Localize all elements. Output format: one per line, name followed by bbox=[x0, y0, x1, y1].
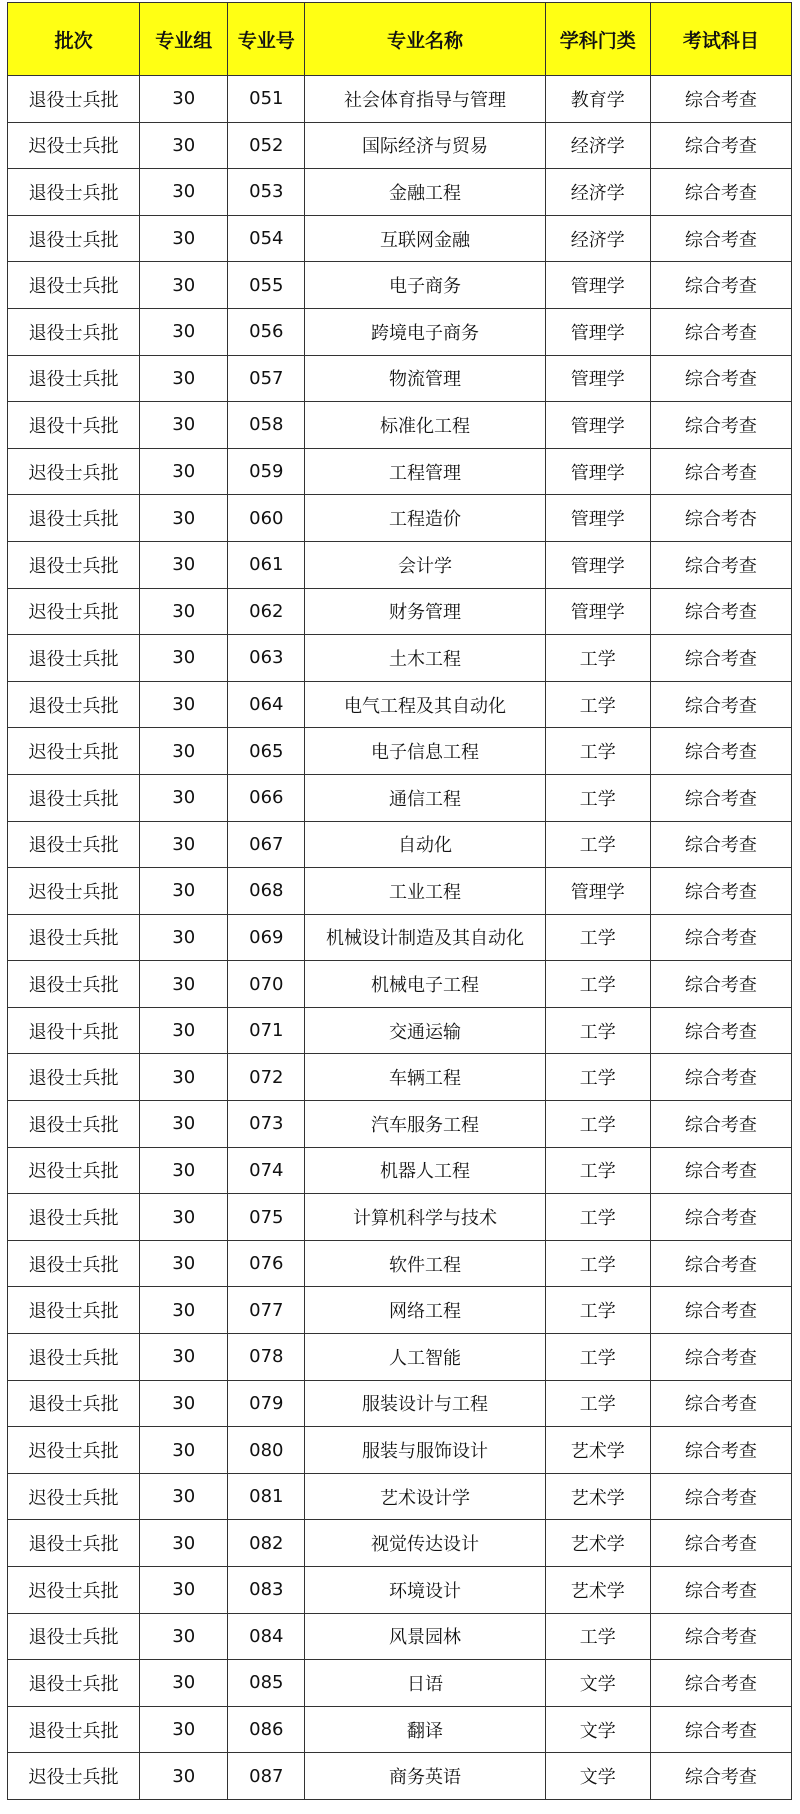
cell-exam-subject: 综合考查 bbox=[650, 122, 791, 169]
table-body bbox=[8, 76, 792, 1800]
table-row bbox=[8, 1613, 792, 1660]
cell-batch: 迟役士兵批 bbox=[8, 1473, 140, 1520]
table-row bbox=[8, 1706, 792, 1753]
cell-major-code: 051 bbox=[228, 76, 305, 123]
cell-major-name: 电子商务 bbox=[305, 262, 545, 309]
cell-major-code: 081 bbox=[228, 1473, 305, 1520]
cell-exam-subject: 综合考查 bbox=[650, 541, 791, 588]
cell-batch: 迟役士兵批 bbox=[8, 868, 140, 915]
table-row bbox=[8, 1101, 792, 1148]
cell-discipline: 工学 bbox=[545, 961, 650, 1008]
cell-group: 30 bbox=[140, 588, 228, 635]
cell-major-code: 073 bbox=[228, 1101, 305, 1148]
table-row bbox=[8, 402, 792, 449]
table-row bbox=[8, 1567, 792, 1614]
cell-major-name: 土木工程 bbox=[305, 635, 545, 682]
cell-group: 30 bbox=[140, 681, 228, 728]
header-exam-subject: 考试科目 bbox=[650, 3, 791, 76]
cell-major-name: 财务管理 bbox=[305, 588, 545, 635]
table-row bbox=[8, 1753, 792, 1800]
cell-group: 30 bbox=[140, 1054, 228, 1101]
cell-batch: 退役十兵批 bbox=[8, 1007, 140, 1054]
cell-exam-subject: 综合考查 bbox=[650, 448, 791, 495]
cell-batch: 退役士兵批 bbox=[8, 1334, 140, 1381]
header-batch: 批次 bbox=[8, 3, 140, 76]
cell-group: 30 bbox=[140, 1706, 228, 1753]
cell-group: 30 bbox=[140, 355, 228, 402]
table-row bbox=[8, 355, 792, 402]
cell-batch: 退役士兵批 bbox=[8, 215, 140, 262]
table-row bbox=[8, 262, 792, 309]
cell-batch: 退役士兵批 bbox=[8, 961, 140, 1008]
cell-discipline: 管理学 bbox=[545, 308, 650, 355]
cell-major-code: 063 bbox=[228, 635, 305, 682]
cell-batch: 迟役士兵批 bbox=[8, 1567, 140, 1614]
cell-major-name: 环境设计 bbox=[305, 1567, 545, 1614]
cell-discipline: 工学 bbox=[545, 681, 650, 728]
table-row bbox=[8, 635, 792, 682]
header-discipline: 学科门类 bbox=[545, 3, 650, 76]
cell-major-code: 079 bbox=[228, 1380, 305, 1427]
cell-group: 30 bbox=[140, 635, 228, 682]
cell-exam-subject: 综合考查 bbox=[650, 1054, 791, 1101]
cell-exam-subject: 综合考查 bbox=[650, 1567, 791, 1614]
cell-discipline: 文学 bbox=[545, 1706, 650, 1753]
cell-major-code: 085 bbox=[228, 1660, 305, 1707]
table-row bbox=[8, 1473, 792, 1520]
cell-group: 30 bbox=[140, 76, 228, 123]
cell-discipline: 经济学 bbox=[545, 169, 650, 216]
cell-discipline: 管理学 bbox=[545, 448, 650, 495]
cell-major-name: 工程造价 bbox=[305, 495, 545, 542]
cell-batch: 迟役士兵批 bbox=[8, 1147, 140, 1194]
cell-group: 30 bbox=[140, 1007, 228, 1054]
cell-major-code: 074 bbox=[228, 1147, 305, 1194]
cell-major-code: 061 bbox=[228, 541, 305, 588]
cell-exam-subject: 综合考查 bbox=[650, 215, 791, 262]
cell-discipline: 工学 bbox=[545, 1194, 650, 1241]
cell-batch: 迟役士兵批 bbox=[8, 588, 140, 635]
cell-exam-subject: 综合考查 bbox=[650, 1613, 791, 1660]
cell-exam-subject: 综合考查 bbox=[650, 1753, 791, 1800]
cell-exam-subject: 综合考查 bbox=[650, 1520, 791, 1567]
cell-major-name: 国际经济与贸易 bbox=[305, 122, 545, 169]
cell-major-code: 052 bbox=[228, 122, 305, 169]
cell-exam-subject: 综合考查 bbox=[650, 1007, 791, 1054]
table-row bbox=[8, 541, 792, 588]
table-row bbox=[8, 215, 792, 262]
cell-batch: 退役十兵批 bbox=[8, 402, 140, 449]
table-row bbox=[8, 821, 792, 868]
cell-group: 30 bbox=[140, 1427, 228, 1474]
cell-discipline: 工学 bbox=[545, 1101, 650, 1148]
cell-batch: 迟役士兵批 bbox=[8, 1427, 140, 1474]
cell-major-name: 社会体育指导与管理 bbox=[305, 76, 545, 123]
cell-discipline: 工学 bbox=[545, 1007, 650, 1054]
cell-discipline: 艺术学 bbox=[545, 1567, 650, 1614]
cell-batch: 退役士兵批 bbox=[8, 541, 140, 588]
table-row bbox=[8, 1334, 792, 1381]
cell-batch: 迟役士兵批 bbox=[8, 1753, 140, 1800]
cell-major-code: 066 bbox=[228, 774, 305, 821]
cell-batch: 退役士兵批 bbox=[8, 914, 140, 961]
cell-major-code: 071 bbox=[228, 1007, 305, 1054]
cell-exam-subject: 综合考查 bbox=[650, 1427, 791, 1474]
cell-exam-subject: 综合考查 bbox=[650, 914, 791, 961]
cell-batch: 退役士兵批 bbox=[8, 262, 140, 309]
cell-major-code: 056 bbox=[228, 308, 305, 355]
cell-exam-subject: 综合考查 bbox=[650, 1101, 791, 1148]
table-row bbox=[8, 1007, 792, 1054]
cell-exam-subject: 综合考查 bbox=[650, 821, 791, 868]
cell-major-code: 054 bbox=[228, 215, 305, 262]
cell-group: 30 bbox=[140, 215, 228, 262]
cell-group: 30 bbox=[140, 1240, 228, 1287]
cell-exam-subject: 综合考查 bbox=[650, 728, 791, 775]
cell-discipline: 工学 bbox=[545, 1147, 650, 1194]
cell-batch: 退役士兵批 bbox=[8, 1194, 140, 1241]
cell-group: 30 bbox=[140, 1334, 228, 1381]
cell-group: 30 bbox=[140, 308, 228, 355]
cell-group: 30 bbox=[140, 914, 228, 961]
cell-batch: 退役士兵批 bbox=[8, 1706, 140, 1753]
cell-group: 30 bbox=[140, 1613, 228, 1660]
cell-discipline: 工学 bbox=[545, 1613, 650, 1660]
cell-group: 30 bbox=[140, 1101, 228, 1148]
cell-group: 30 bbox=[140, 169, 228, 216]
cell-major-name: 金融工程 bbox=[305, 169, 545, 216]
header-group: 专业组 bbox=[140, 3, 228, 76]
cell-major-name: 风景园林 bbox=[305, 1613, 545, 1660]
cell-major-name: 视觉传达设计 bbox=[305, 1520, 545, 1567]
cell-major-name: 翻译 bbox=[305, 1706, 545, 1753]
cell-major-code: 065 bbox=[228, 728, 305, 775]
cell-batch: 退役士兵批 bbox=[8, 1101, 140, 1148]
table-row bbox=[8, 169, 792, 216]
cell-exam-subject: 综合考查 bbox=[650, 961, 791, 1008]
cell-discipline: 工学 bbox=[545, 728, 650, 775]
cell-batch: 退役士兵批 bbox=[8, 635, 140, 682]
cell-discipline: 管理学 bbox=[545, 402, 650, 449]
table-row bbox=[8, 1147, 792, 1194]
cell-major-code: 055 bbox=[228, 262, 305, 309]
table-row bbox=[8, 961, 792, 1008]
cell-exam-subject: 综合考查 bbox=[650, 1147, 791, 1194]
cell-major-code: 057 bbox=[228, 355, 305, 402]
table-row bbox=[8, 681, 792, 728]
cell-major-name: 机械设计制造及其自动化 bbox=[305, 914, 545, 961]
cell-exam-subject: 综合考查 bbox=[650, 1380, 791, 1427]
cell-major-name: 通信工程 bbox=[305, 774, 545, 821]
cell-batch: 退役士兵批 bbox=[8, 1287, 140, 1334]
cell-exam-subject: 综合考查 bbox=[650, 355, 791, 402]
cell-exam-subject: 综合考查 bbox=[650, 1194, 791, 1241]
cell-batch: 退役士兵批 bbox=[8, 169, 140, 216]
cell-group: 30 bbox=[140, 1473, 228, 1520]
table-row bbox=[8, 728, 792, 775]
cell-group: 30 bbox=[140, 541, 228, 588]
cell-major-code: 070 bbox=[228, 961, 305, 1008]
cell-major-name: 汽车服务工程 bbox=[305, 1101, 545, 1148]
cell-group: 30 bbox=[140, 774, 228, 821]
cell-major-name: 交通运输 bbox=[305, 1007, 545, 1054]
cell-major-name: 标准化工程 bbox=[305, 402, 545, 449]
table-row bbox=[8, 76, 792, 123]
table-row bbox=[8, 1240, 792, 1287]
cell-batch: 迟役士兵批 bbox=[8, 448, 140, 495]
cell-group: 30 bbox=[140, 262, 228, 309]
cell-group: 30 bbox=[140, 1520, 228, 1567]
cell-batch: 退役士兵批 bbox=[8, 774, 140, 821]
cell-major-name: 商务英语 bbox=[305, 1753, 545, 1800]
cell-discipline: 文学 bbox=[545, 1660, 650, 1707]
cell-major-name: 人工智能 bbox=[305, 1334, 545, 1381]
cell-major-name: 日语 bbox=[305, 1660, 545, 1707]
cell-group: 30 bbox=[140, 1147, 228, 1194]
cell-exam-subject: 综合考查 bbox=[650, 1240, 791, 1287]
cell-group: 30 bbox=[140, 402, 228, 449]
cell-exam-subject: 综合考查 bbox=[650, 76, 791, 123]
cell-group: 30 bbox=[140, 1567, 228, 1614]
cell-batch: 退役士兵批 bbox=[8, 821, 140, 868]
cell-major-name: 电子信息工程 bbox=[305, 728, 545, 775]
cell-major-name: 计算机科学与技术 bbox=[305, 1194, 545, 1241]
cell-major-code: 084 bbox=[228, 1613, 305, 1660]
cell-discipline: 艺术学 bbox=[545, 1520, 650, 1567]
cell-major-code: 086 bbox=[228, 1706, 305, 1753]
table-row bbox=[8, 1660, 792, 1707]
cell-major-code: 060 bbox=[228, 495, 305, 542]
cell-exam-subject: 综合考查 bbox=[650, 635, 791, 682]
cell-discipline: 教育学 bbox=[545, 76, 650, 123]
cell-discipline: 工学 bbox=[545, 1240, 650, 1287]
cell-major-code: 059 bbox=[228, 448, 305, 495]
cell-group: 30 bbox=[140, 1660, 228, 1707]
cell-discipline: 工学 bbox=[545, 1334, 650, 1381]
cell-exam-subject: 综合考查 bbox=[650, 1287, 791, 1334]
header-row bbox=[8, 3, 792, 76]
cell-exam-subject: 综合考查 bbox=[650, 1660, 791, 1707]
table-row bbox=[8, 1287, 792, 1334]
table-row bbox=[8, 1054, 792, 1101]
table-row bbox=[8, 588, 792, 635]
cell-major-name: 艺术设计学 bbox=[305, 1473, 545, 1520]
cell-major-code: 078 bbox=[228, 1334, 305, 1381]
cell-major-code: 080 bbox=[228, 1427, 305, 1474]
majors-table bbox=[7, 2, 792, 1800]
cell-exam-subject: 综合考查 bbox=[650, 169, 791, 216]
cell-exam-subject: 综合考查 bbox=[650, 1706, 791, 1753]
cell-major-name: 网络工程 bbox=[305, 1287, 545, 1334]
cell-group: 30 bbox=[140, 495, 228, 542]
cell-batch: 退役士兵批 bbox=[8, 1660, 140, 1707]
header-major-name: 专业名称 bbox=[305, 3, 545, 76]
table-row bbox=[8, 914, 792, 961]
cell-major-name: 机械电子工程 bbox=[305, 961, 545, 1008]
cell-discipline: 艺术学 bbox=[545, 1427, 650, 1474]
cell-exam-subject: 综合考查 bbox=[650, 262, 791, 309]
cell-group: 30 bbox=[140, 868, 228, 915]
cell-batch: 退役士兵批 bbox=[8, 1520, 140, 1567]
cell-major-name: 跨境电子商务 bbox=[305, 308, 545, 355]
cell-major-name: 物流管理 bbox=[305, 355, 545, 402]
cell-major-code: 064 bbox=[228, 681, 305, 728]
cell-group: 30 bbox=[140, 821, 228, 868]
cell-batch: 迟役士兵批 bbox=[8, 122, 140, 169]
cell-discipline: 艺术学 bbox=[545, 1473, 650, 1520]
cell-discipline: 工学 bbox=[545, 774, 650, 821]
cell-group: 30 bbox=[140, 1194, 228, 1241]
cell-group: 30 bbox=[140, 1380, 228, 1427]
table-row bbox=[8, 448, 792, 495]
cell-discipline: 管理学 bbox=[545, 541, 650, 588]
table-row bbox=[8, 774, 792, 821]
cell-discipline: 工学 bbox=[545, 1287, 650, 1334]
cell-group: 30 bbox=[140, 1287, 228, 1334]
cell-batch: 退役士兵批 bbox=[8, 1240, 140, 1287]
cell-discipline: 经济学 bbox=[545, 215, 650, 262]
table-row bbox=[8, 1380, 792, 1427]
cell-batch: 退役士兵批 bbox=[8, 495, 140, 542]
cell-major-code: 076 bbox=[228, 1240, 305, 1287]
table-row bbox=[8, 1194, 792, 1241]
cell-group: 30 bbox=[140, 448, 228, 495]
cell-group: 30 bbox=[140, 122, 228, 169]
cell-major-name: 服装与服饰设计 bbox=[305, 1427, 545, 1474]
table-row bbox=[8, 1520, 792, 1567]
cell-major-name: 车辆工程 bbox=[305, 1054, 545, 1101]
cell-exam-subject: 综合考查 bbox=[650, 868, 791, 915]
cell-exam-subject: 综合考查 bbox=[650, 588, 791, 635]
cell-discipline: 管理学 bbox=[545, 355, 650, 402]
cell-exam-subject: 综合考查 bbox=[650, 774, 791, 821]
cell-exam-subject: 综合考查 bbox=[650, 308, 791, 355]
cell-batch: 退役士兵批 bbox=[8, 355, 140, 402]
cell-major-code: 069 bbox=[228, 914, 305, 961]
cell-major-name: 会计学 bbox=[305, 541, 545, 588]
cell-batch: 迟役士兵批 bbox=[8, 728, 140, 775]
cell-major-name: 机器人工程 bbox=[305, 1147, 545, 1194]
cell-major-code: 082 bbox=[228, 1520, 305, 1567]
cell-major-code: 075 bbox=[228, 1194, 305, 1241]
cell-group: 30 bbox=[140, 1753, 228, 1800]
table-row bbox=[8, 308, 792, 355]
cell-batch: 退役士兵批 bbox=[8, 308, 140, 355]
cell-exam-subject: 综合考杏 bbox=[650, 495, 791, 542]
table-row bbox=[8, 495, 792, 542]
cell-exam-subject: 综合考查 bbox=[650, 1334, 791, 1381]
cell-major-name: 服装设计与工程 bbox=[305, 1380, 545, 1427]
cell-major-code: 072 bbox=[228, 1054, 305, 1101]
table-row bbox=[8, 1427, 792, 1474]
cell-exam-subject: 综合考查 bbox=[650, 681, 791, 728]
cell-discipline: 工学 bbox=[545, 821, 650, 868]
cell-discipline: 经济学 bbox=[545, 122, 650, 169]
cell-batch: 退役士兵批 bbox=[8, 1613, 140, 1660]
cell-major-code: 077 bbox=[228, 1287, 305, 1334]
table-row bbox=[8, 122, 792, 169]
cell-exam-subject: 综合考查 bbox=[650, 1473, 791, 1520]
cell-major-code: 067 bbox=[228, 821, 305, 868]
cell-major-code: 053 bbox=[228, 169, 305, 216]
cell-major-name: 互联网金融 bbox=[305, 215, 545, 262]
cell-batch: 退役士兵批 bbox=[8, 76, 140, 123]
cell-batch: 退役士兵批 bbox=[8, 681, 140, 728]
cell-batch: 退役士兵批 bbox=[8, 1054, 140, 1101]
cell-discipline: 工学 bbox=[545, 635, 650, 682]
cell-discipline: 管理学 bbox=[545, 495, 650, 542]
cell-group: 30 bbox=[140, 728, 228, 775]
cell-batch: 退役士兵批 bbox=[8, 1380, 140, 1427]
cell-major-code: 058 bbox=[228, 402, 305, 449]
cell-discipline: 工学 bbox=[545, 1054, 650, 1101]
cell-major-name: 自动化 bbox=[305, 821, 545, 868]
cell-discipline: 管理学 bbox=[545, 588, 650, 635]
cell-discipline: 工学 bbox=[545, 1380, 650, 1427]
cell-major-code: 083 bbox=[228, 1567, 305, 1614]
cell-group: 30 bbox=[140, 961, 228, 1008]
cell-major-name: 工程管理 bbox=[305, 448, 545, 495]
cell-discipline: 文学 bbox=[545, 1753, 650, 1800]
cell-exam-subject: 综合考查 bbox=[650, 402, 791, 449]
cell-discipline: 管理学 bbox=[545, 868, 650, 915]
cell-major-code: 068 bbox=[228, 868, 305, 915]
cell-major-name: 软件工程 bbox=[305, 1240, 545, 1287]
cell-major-name: 工业工程 bbox=[305, 868, 545, 915]
table-header bbox=[8, 3, 792, 76]
cell-major-code: 087 bbox=[228, 1753, 305, 1800]
cell-major-name: 电气工程及其自动化 bbox=[305, 681, 545, 728]
table-row bbox=[8, 868, 792, 915]
header-major-code: 专业号 bbox=[228, 3, 305, 76]
cell-discipline: 管理学 bbox=[545, 262, 650, 309]
cell-discipline: 工学 bbox=[545, 914, 650, 961]
cell-major-code: 062 bbox=[228, 588, 305, 635]
